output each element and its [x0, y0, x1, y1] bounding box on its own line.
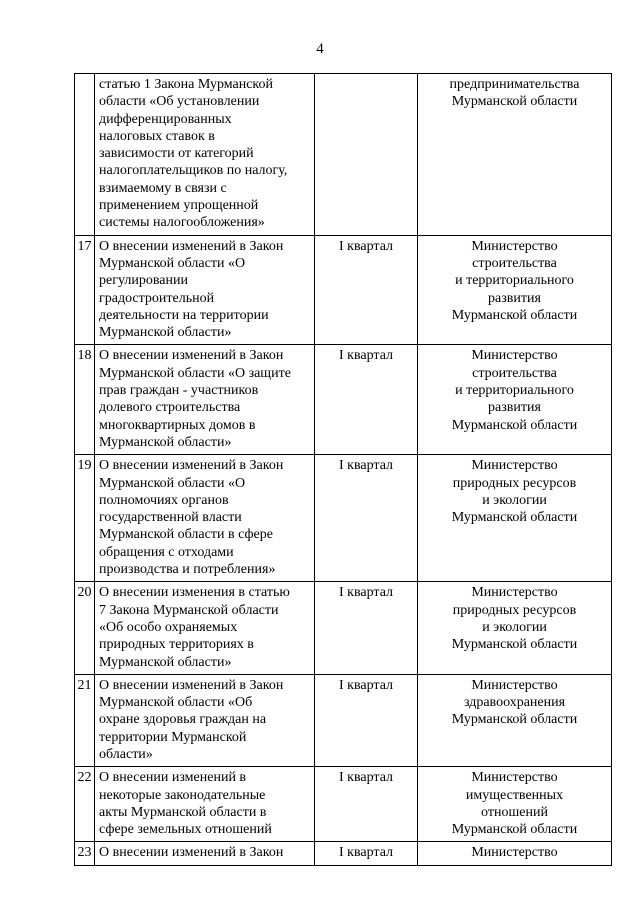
law-title-line: долевого строительства	[99, 400, 241, 416]
law-title-cell	[95, 74, 315, 236]
law-title-line: налогоплательщиков по налогу,	[99, 163, 288, 179]
law-title-line: области»	[99, 746, 153, 762]
row-number: 23	[75, 842, 95, 865]
period-cell: I квартал	[315, 345, 418, 455]
law-title-line: Мурманской области «О	[99, 255, 246, 271]
responsible-line: Министерство	[471, 845, 558, 861]
row-number: 17	[75, 235, 95, 345]
responsible-cell	[418, 455, 612, 582]
responsible-line: и экологии	[482, 619, 547, 635]
law-title-line: регулировании	[99, 273, 188, 289]
responsible-line: строительства	[472, 365, 557, 381]
law-title-line: охране здоровья граждан на	[99, 712, 267, 728]
table-body	[75, 74, 612, 866]
row-number: 19	[75, 455, 95, 582]
law-title-line: некоторые законодательные	[99, 787, 266, 803]
responsible-line: Министерство	[471, 585, 558, 601]
responsible-line: Мурманской области	[451, 94, 578, 110]
law-title-line: взимаемому в связи с	[99, 180, 227, 196]
responsible-line: Министерство	[471, 458, 558, 474]
law-title-cell	[95, 345, 315, 455]
law-title-line: Мурманской области «О защите	[99, 365, 291, 381]
law-title-line: О внесении изменения в статью	[99, 585, 290, 601]
responsible-cell	[418, 235, 612, 345]
responsible-line: Мурманской области	[451, 712, 578, 728]
law-title-line: О внесении изменений в	[99, 770, 247, 786]
responsible-line: Мурманской области	[451, 637, 578, 653]
law-title-line: полномочиях органов	[99, 492, 229, 508]
page-number: 4	[316, 41, 324, 57]
law-title-line: налоговых ставок в	[99, 128, 215, 144]
law-title-line: сфере земельных отношений	[99, 822, 272, 838]
table-row	[75, 842, 612, 865]
period-cell: I квартал	[315, 582, 418, 674]
law-title-line: зависимости от категорий	[99, 146, 254, 162]
responsible-line: Мурманской области	[451, 510, 578, 526]
law-title-line: Мурманской области»	[99, 654, 232, 670]
table-row	[75, 74, 612, 236]
table-row	[75, 582, 612, 674]
responsible-line: Мурманской области	[451, 822, 578, 838]
row-number: 20	[75, 582, 95, 674]
table-row	[75, 674, 612, 766]
law-title-cell	[95, 582, 315, 674]
law-title-line: градостроительной	[99, 290, 215, 306]
law-title-cell	[95, 767, 315, 842]
responsible-line: Министерство	[471, 238, 558, 254]
responsible-cell	[418, 842, 612, 865]
law-title-line: обращения с отходами	[99, 544, 234, 560]
responsible-cell	[418, 345, 612, 455]
law-title-line: О внесении изменений в Закон	[99, 238, 284, 254]
period-cell: I квартал	[315, 767, 418, 842]
law-title-line: государственной власти	[99, 510, 242, 526]
law-title-line: О внесении изменений в Закон	[99, 348, 284, 364]
responsible-line: Мурманской области	[451, 417, 578, 433]
law-title-line: акты Мурманской области в	[99, 804, 267, 820]
law-title-cell	[95, 842, 315, 865]
law-title-cell	[95, 674, 315, 766]
law-title-line: Мурманской области в сфере	[99, 527, 273, 543]
responsible-line: имущественных	[465, 787, 564, 803]
row-number: 21	[75, 674, 95, 766]
law-title-line: многоквартирных домов в	[99, 417, 256, 433]
responsible-line: предпринимательства	[449, 77, 580, 92]
responsible-line: природных ресурсов	[452, 475, 577, 491]
law-title-line: «Об особо охраняемых	[99, 619, 238, 635]
period-cell: I квартал	[315, 842, 418, 865]
law-title-line: Мурманской области «О	[99, 475, 246, 491]
responsible-cell	[418, 767, 612, 842]
law-title-line: природных территориях в	[99, 637, 254, 653]
law-title-line: О внесении изменений в Закон	[99, 845, 284, 861]
responsible-line: развития	[488, 400, 541, 416]
plan-table	[74, 73, 612, 866]
responsible-line: и территориального	[455, 383, 574, 399]
table-row	[75, 345, 612, 455]
table-row	[75, 455, 612, 582]
responsible-line: и территориального	[455, 273, 574, 289]
law-title-line: производства и потребления»	[99, 562, 276, 578]
law-title-line: 7 Закона Мурманской области	[99, 602, 279, 618]
responsible-cell	[418, 582, 612, 674]
law-title-cell	[95, 455, 315, 582]
table-row	[75, 235, 612, 345]
responsible-line: строительства	[472, 255, 557, 271]
law-title-line: Мурманской области»	[99, 325, 232, 341]
responsible-line: природных ресурсов	[452, 602, 577, 618]
law-title-line: Мурманской области «Об	[99, 695, 253, 711]
law-title-line: системы налогообложения»	[99, 215, 265, 231]
row-number: 22	[75, 767, 95, 842]
law-title-line: О внесении изменений в Закон	[99, 677, 284, 693]
period-cell	[315, 74, 418, 236]
row-number	[75, 74, 95, 236]
period-cell: I квартал	[315, 674, 418, 766]
responsible-line: здравоохранения	[463, 695, 566, 711]
law-title-line: территории Мурманской	[99, 729, 247, 745]
law-title-line: прав граждан - участников	[99, 383, 259, 399]
law-title-line: О внесении изменений в Закон	[99, 458, 284, 474]
law-title-cell	[95, 235, 315, 345]
table-row	[75, 767, 612, 842]
responsible-line: Министерство	[471, 348, 558, 364]
responsible-line: и экологии	[482, 492, 547, 508]
period-cell: I квартал	[315, 455, 418, 582]
responsible-line: Министерство	[471, 677, 558, 693]
law-title-line: статью 1 Закона Мурманской	[99, 77, 273, 92]
law-title-line: области «Об установлении	[99, 94, 260, 110]
law-title-line: Мурманской области»	[99, 434, 232, 450]
responsible-line: Мурманской области	[451, 307, 578, 323]
law-title-line: дифференцированных	[99, 111, 232, 127]
responsible-cell	[418, 674, 612, 766]
responsible-line: отношений	[481, 804, 548, 820]
responsible-line: развития	[488, 290, 541, 306]
period-cell: I квартал	[315, 235, 418, 345]
row-number: 18	[75, 345, 95, 455]
responsible-cell	[418, 74, 612, 236]
law-title-line: деятельности на территории	[99, 307, 269, 323]
responsible-line: Министерство	[471, 770, 558, 786]
law-title-line: применением упрощенной	[99, 198, 259, 214]
